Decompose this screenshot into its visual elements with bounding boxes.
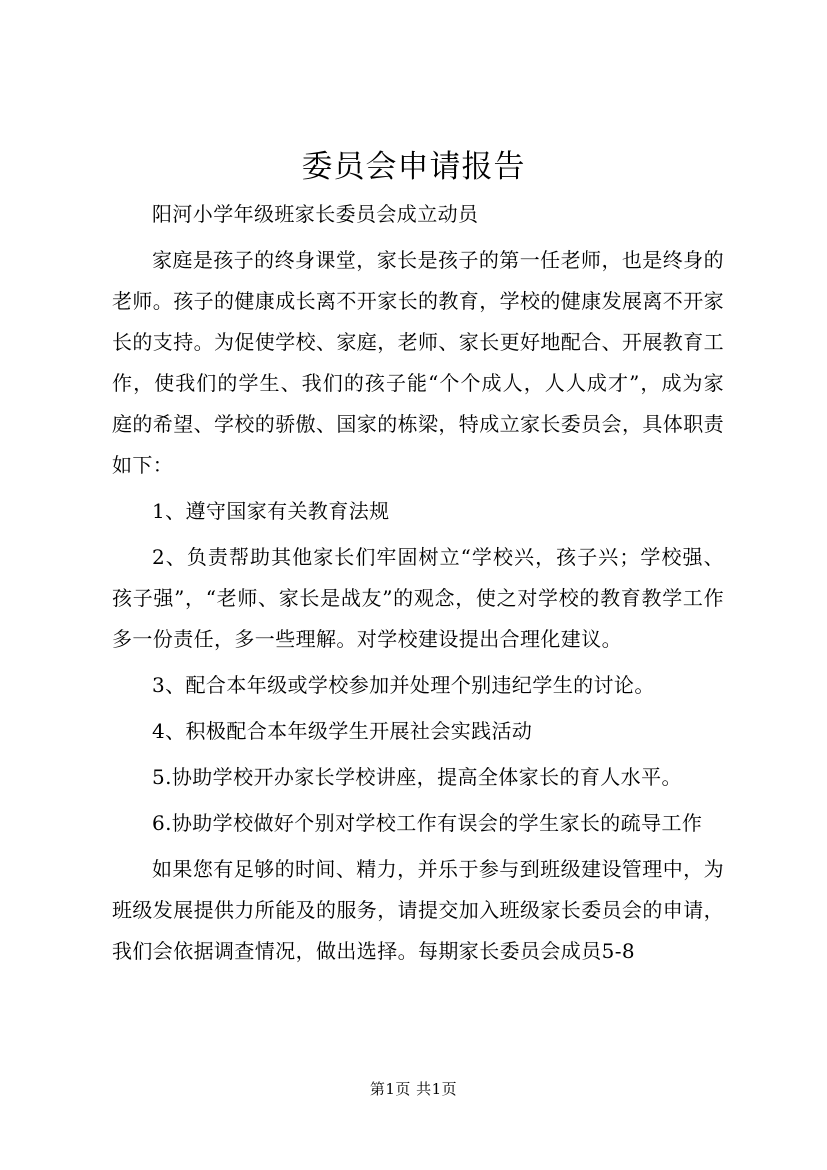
paragraph-application: 如果您有足够的时间、精力，并乐于参与到班级建设管理中，为班级发展提供力所能及的服务，请提交加入班级家长委员会的申请，我们会依据调查情况，做出选择。每期家长委员会成员5-8 (112, 857, 724, 963)
duty-item-1: 1、遵守国家有关教育法规 (152, 499, 390, 523)
document-title: 委员会申请报告 (301, 149, 526, 185)
duty-item-2: 2、负责帮助其他家长们牢固树立“学校兴，孩子兴；学校强、孩子强”，“老师、家长是战友”的观念，使之对学校的教育教学工作多一份责任，多一些理解。对学校建设提出合理化建议。 (112, 545, 724, 651)
page-number: 第1页 共1页 (369, 1080, 458, 1098)
duty-item-5: 5.协助学校开办家长学校讲座，提高全体家长的育人水平。 (152, 765, 682, 789)
duty-item-3: 3、配合本年级或学校参加并处理个别违纪学生的讨论。 (152, 673, 655, 697)
paragraph-intro: 阳河小学年级班家长委员会成立动员 (152, 202, 479, 226)
paragraph-background: 家庭是孩子的终身课堂，家长是孩子的第一任老师，也是终身的老师。孩子的健康成长离不开家长的教育，学校的健康发展离不开家长的支持。为促使学校、家庭，老师、家长更好地配合、开展教育工作，使我们的学生、我们的孩子能“个个成人，人人成才”，成为家庭的希望、学校的骄傲、国家的栋梁，特成立家长委员会，具体职责如下： (112, 248, 724, 477)
duty-item-6: 6.协助学校做好个别对学校工作有误会的学生家长的疏导工作 (152, 811, 703, 835)
duty-item-4: 4、积极配合本年级学生开展社会实践活动 (152, 719, 533, 743)
document-body (112, 194, 724, 977)
